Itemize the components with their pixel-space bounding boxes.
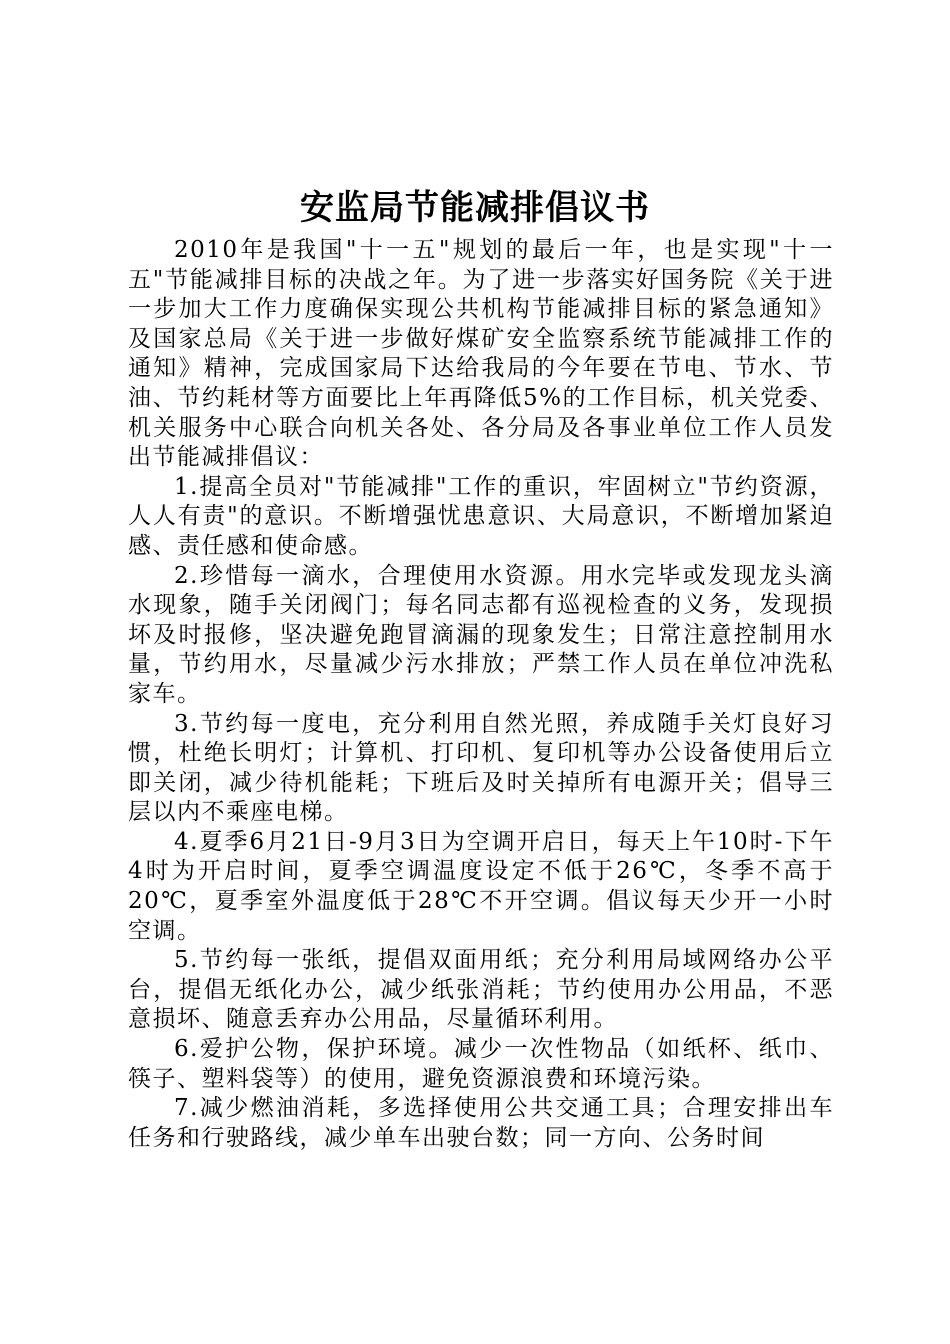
proposal-item-1: 1.提高全员对"节能减排"工作的重识，牢固树立"节约资源，人人有责"的意识。不断增强忧患意识、大局意识，不断增加紧迫感、责任感和使命感。 xyxy=(128,473,834,559)
intro-paragraph: 2010年是我国"十一五"规划的最后一年，也是实现"十一五"节能减排目标的决战之年。为了进一步落实好国务院《关于进一步加大工作力度确保实现公共机构节能减排目标的紧急通知》及国家总局《关于进一步做好煤矿安全监察系统节能减排工作的通知》精神，完成国家局下达给我局的今年要在节电、节水、节油、节约耗材等方面要比上年再降低5%的工作目标，机关党委、机关服务中心联合向机关各处、各分局及各事业单位工作人员发出节能减排倡议： xyxy=(128,237,834,471)
document-body xyxy=(128,236,834,1153)
proposal-item-2: 2.珍惜每一滴水，合理使用水资源。用水完毕或发现龙头滴水现象，随手关闭阀门；每名同志都有巡视检查的义务，发现损坏及时报修，坚决避免跑冒滴漏的现象发生；日常注意控制用水量，节约用水，尽量减少污水排放；严禁工作人员在单位冲洗私家车。 xyxy=(128,562,834,707)
proposal-item-3: 3.节约每一度电，充分利用自然光照，养成随手关灯良好习惯，杜绝长明灯；计算机、打印机、复印机等办公设备使用后立即关闭，减少待机能耗；下班后及时关掉所有电源开关；倡导三层以内不乘座电梯。 xyxy=(128,710,834,826)
proposal-item-4: 4.夏季6月21日-9月3日为空调开启日，每天上午10时-下午4时为开启时间，夏季空调温度设定不低于26℃，冬季不高于20℃，夏季室外温度低于28℃不开空调。倡议每天少开一小时空调。 xyxy=(128,828,834,944)
proposal-item-7: 7.减少燃油消耗，多选择使用公共交通工具；合理安排出车任务和行驶路线，减少单车出驶台数；同一方向、公务时间 xyxy=(128,1095,834,1151)
proposal-item-5: 5.节约每一张纸，提倡双面用纸；充分利用局域网络办公平台，提倡无纸化办公，减少纸张消耗；节约使用办公用品，不恶意损坏、随意丢弃办公用品，尽量循环利用。 xyxy=(128,947,834,1033)
document-title: 安监局节能减排倡议书 xyxy=(300,188,650,228)
proposal-item-6: 6.爱护公物，保护环境。减少一次性物品（如纸杯、纸巾、筷子、塑料袋等）的使用，避免资源浪费和环境污染。 xyxy=(128,1036,834,1092)
